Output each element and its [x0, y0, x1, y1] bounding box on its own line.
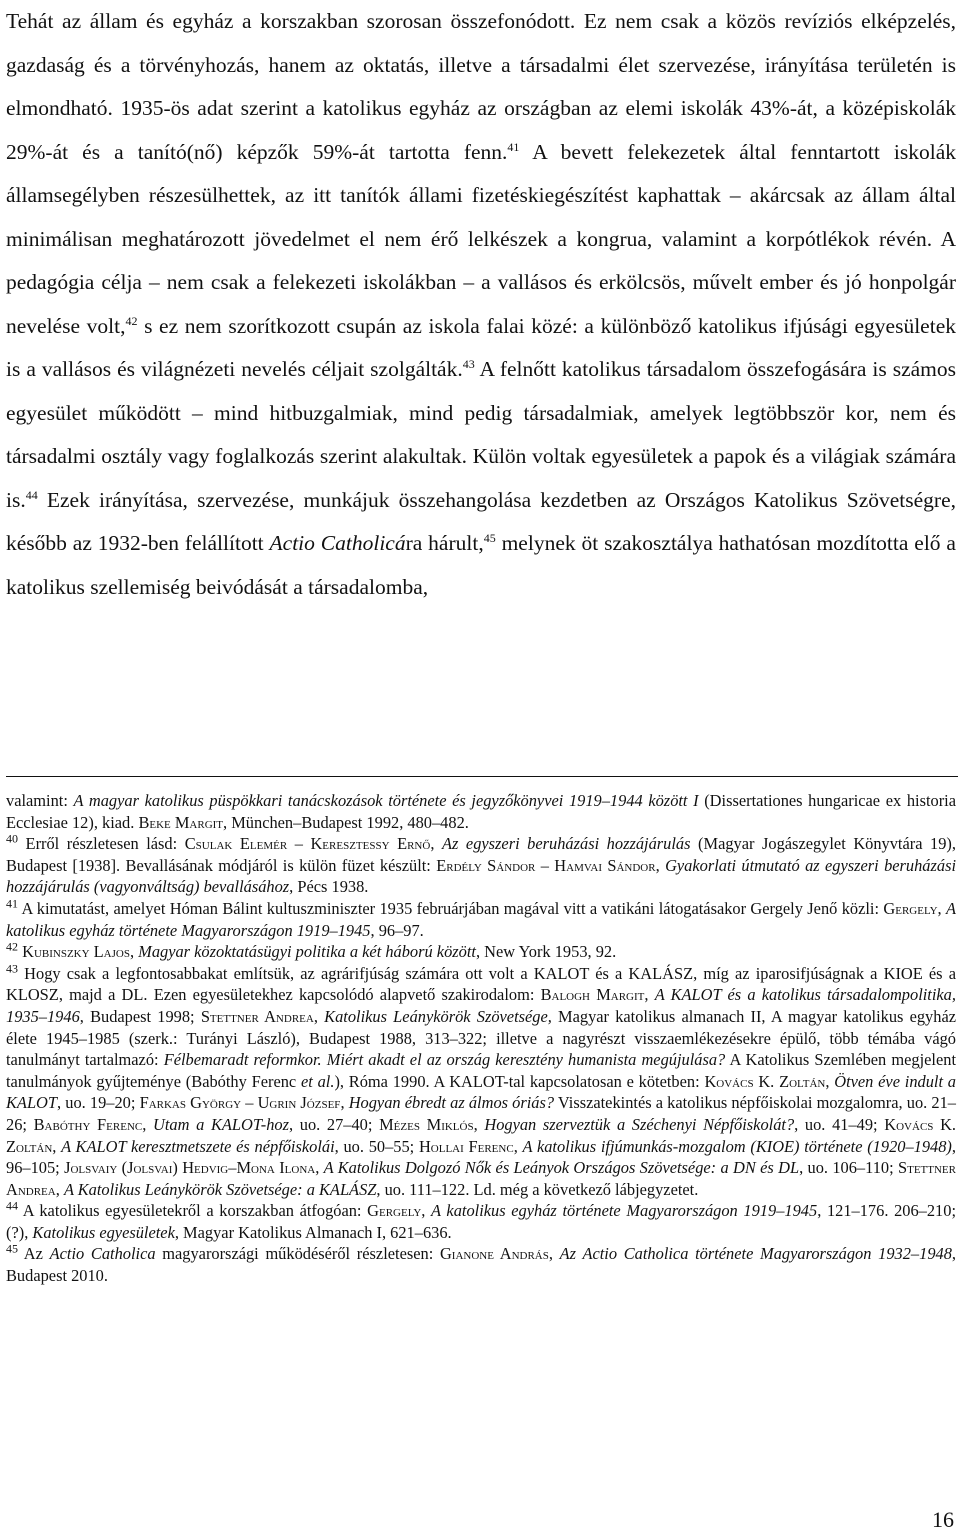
footnotes	[6, 790, 956, 1287]
footnote-43: $^{43}$ Hogy csak a legfontosabbakat említsük, az agrárifjúság számára ott volt a KALOT és a KALÁSZ, míg az iparosifjúságnak a KIOE és a KLOSZ, majd a DL. Ezen egyesületekhez kapcsolódó alapvető szakirodalom: Balogh Margit, A KALOT és a katolikus társadalompolitika, 1935–1946, Budapest 1998; Stettner Andrea, Katolikus Leánykörök Szövetsége, Magyar katolikus almanach II, A magyar katolikus egyház élete 1945–1985 (szerk.: Turányi László), Budapest 1988, 313–322; illetve a nagyrészt visszaemlékezésekre épülő, több témába vágó tanulmányt tartalmazó: Félbemaradt reformkor. Miért akadt el az ország keresztény humanista megújulása? A Katolikus Szemlében megjelent tanulmányok gyűjteménye (Babóthy Ferenc et al.), Róma 1990. A KALOT-tal kapcsolatosan e kötetben: Kovács K. Zoltán, Ötven éve indult a KALOT, uo. 19–20; Farkas György – Ugrin József, Hogyan ébredt az álmos óriás? Visszatekintés a katolikus népfőiskolai mozgalomra, uo. 21–26; Babóthy Ferenc, Utam a KALOT-hoz, uo. 27–40; Mézes Miklós, Hogyan szerveztük a Széchenyi Népfőiskolát?, uo. 41–49; Kovács K. Zoltán, A KALOT keresztmetszete és népfőiskolái, uo. 50–55; Hollai Ferenc, A katolikus ifjúmunkás-mozgalom (KIOE) története (1920–1948), 96–105; Jolsvaiy (Jolsvai) Hedvig–Mona Ilona, A Katolikus Dolgozó Nők és Leányok Országos Szövetsége: a DN és DL, uo. 106–110; Stettner Andrea, A Katolikus Leánykörök Szövetsége: a KALÁSZ, uo. 111–122. Ld. még a következő lábjegyzetet.	[6, 961, 957, 1199]
footnote-ref-44[interactable]: 44	[25, 487, 38, 502]
footnote-42: $^{42}$ Kubinszky Lajos, Magyar közoktatásügyi politika a két háború között, New York 1953, 92.	[6, 939, 617, 962]
footnote-ref-45[interactable]: 45	[483, 530, 496, 545]
footnote-ref-42[interactable]: 42	[125, 313, 138, 328]
main-text	[6, 0, 956, 609]
footnote-41: $^{41}$ A kimutatást, amelyet Hóman Bálint kultuszminiszter 1935 februárjában magával vitt a vatikáni látogatásakor Gergely Jenő közli: Gergely, A katolikus egyház története Magyarországon 1919–1945, 96–97.	[6, 896, 956, 940]
text-run: melynek öt szakosztálya hathatósan mozdította elő a katolikus szellemiség beivódását a társadalomba,	[6, 531, 956, 599]
page-number: 16	[932, 1507, 954, 1532]
text-run: A felnőtt katolikus társadalom összefogására is számos egyesület működött – mind hitbuzgalmiak, mind pedig társadalmiak, amelyek legtöbbször kor, nem és társadalmi osztály vagy foglalkozás szerint alakultak. Külön voltak egyesületek a papok és a világiak számára is.	[6, 357, 957, 512]
text-run-italic: Actio Catholicá	[269, 531, 406, 555]
footnote-continued: valamint: A magyar katolikus püspökkari tanácskozások története és jegyzőkönyvei 1919–1944 között I (Dissertationes hungaricae ex historia Ecclesiae 12), kiad. Beke Margit, München–Budapest 1992, 480–482.	[6, 791, 956, 832]
footnote-44: $^{44}$ A katolikus egyesületekről a korszakban átfogóan: Gergely, A katolikus egyház története Magyarországon 1919–1945, 121–176. 206–210; (?), Katolikus egyesületek, Magyar Katolikus Almanach I, 621–636.	[6, 1198, 956, 1242]
text-run: Ezek irányítása, szervezése, munkájuk összehangolása kezdetben az Országos Katolikus Szövetségre, később az 1932-ben felállított	[6, 487, 956, 555]
footnote-number: 45	[6, 1242, 18, 1256]
body-paragraph	[6, 0, 956, 609]
text-run: A bevett felekezetek által fenntartott iskolák államsegélyben részesülhettek, az itt tanítók állami fizetéskiegészítést kaphattak – akárcsak az állam által minimálisan meghatározott jövedelmet el nem érő lelkészek a kongrua, valamint a korpótlékok révén. A pedagógia célja – nem csak a felekezeti iskolákban – a vallásos és erkölcsös, művelt ember és jó honpolgár nevelése volt,	[6, 139, 956, 338]
footnote-number: 42	[6, 939, 18, 954]
text-run: s ez nem szorítkozott csupán az iskola falai közé: a különböző katolikus ifjúsági egyesületek is a vallásos és világnézeti nevelés céljait szolgálták.	[6, 313, 956, 381]
footnote-ref-43[interactable]: 43	[462, 356, 475, 371]
footnote-number: 41	[6, 896, 18, 911]
text-run: ra hárult,	[405, 531, 484, 555]
footnote-ref-41[interactable]: 41	[507, 139, 520, 154]
footnote-45: $^{45}$ Az Actio Catholica magyarországi működéséről részletesen: Gianone András, Az Actio Catholica története Magyarországon 1932–1948, Budapest 2010.	[6, 1242, 957, 1286]
footnote-number: 44	[6, 1198, 18, 1213]
footnote-number: 40	[6, 831, 18, 846]
footnote-40: $^{40}$ Erről részletesen lásd: Csulak Elemér – Keresztessy Ernő, Az egyszeri beruházási hozzájárulás (Magyar Jogászegylet Könyvtára 19), Budapest [1938]. Bevallásának módjáról is külön füzet készült: Erdély Sándor – Hamvai Sándor, Gyakorlati útmutató az egyszeri beruházási hozzájárulás (vagyonváltság) bevallásához, Pécs 1938.	[6, 831, 957, 897]
footnote-separator	[6, 776, 958, 777]
footnote-number: 43	[6, 961, 18, 976]
text-run: Tehát az állam és egyház a korszakban szorosan összefonódott. Ez nem csak a közös revíziós elképzelés, gazdaság és a törvényhozás, hanem az oktatás, illetve a társadalmi élet szervezése, irányítása területén is elmondható. 1935-ös adat szerint a katolikus egyház az országban az elemi iskolák 43%-át, a középiskolák 29%-át és a tanító(nő) képzők 59%-át tartotta fenn.	[6, 9, 956, 164]
